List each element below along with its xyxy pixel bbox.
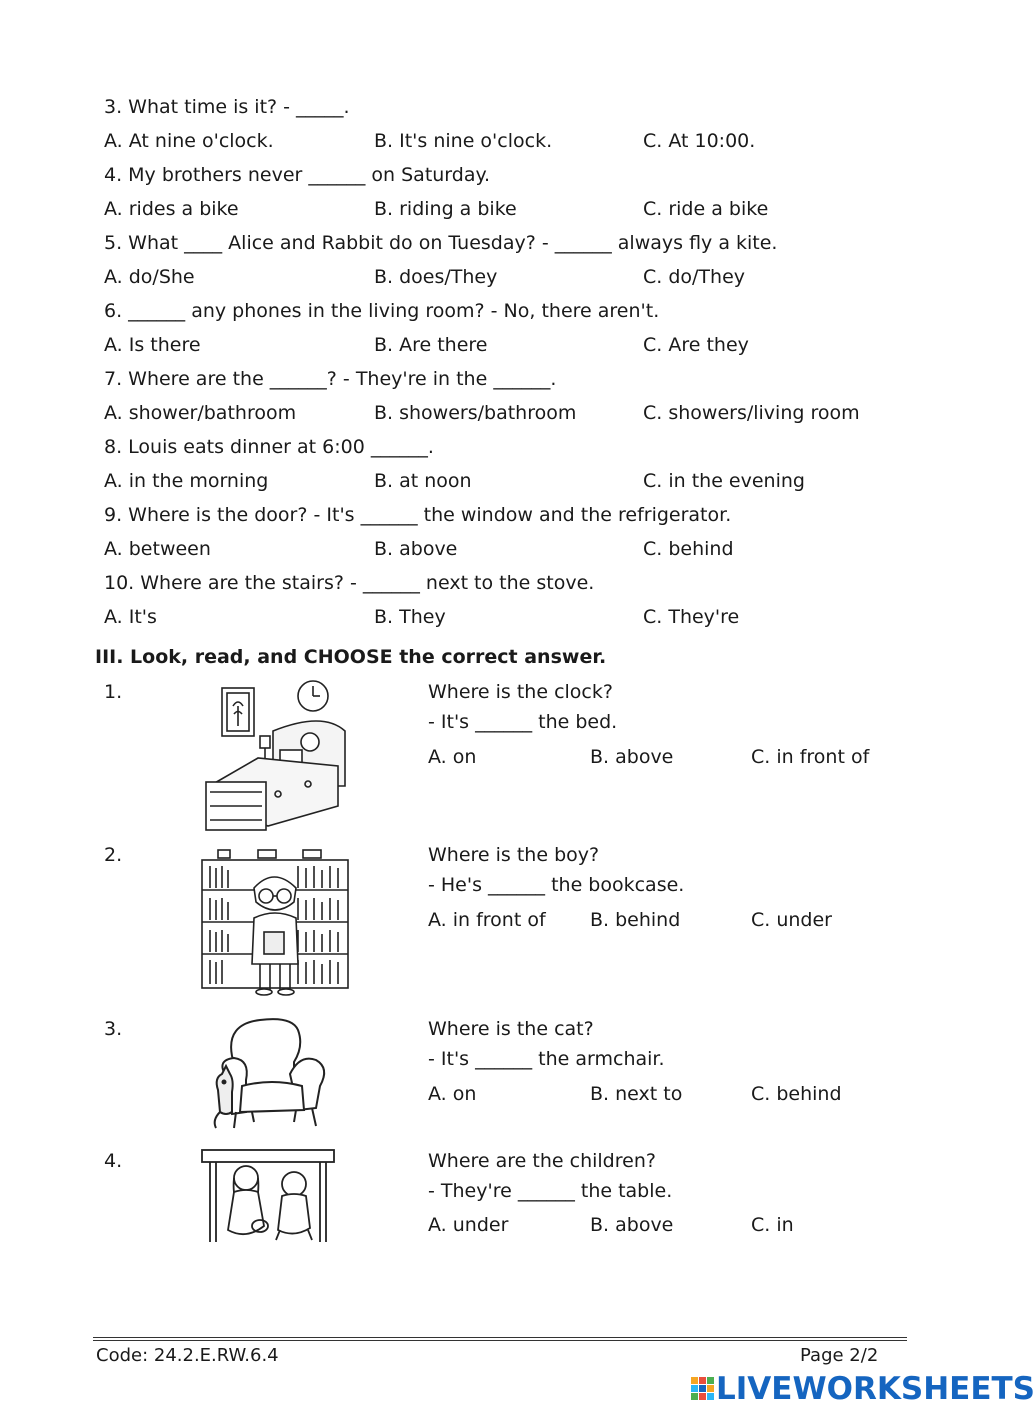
question-5: 5. What ____ Alice and Rabbit do on Tuesday? - ______ always fly a kite. [104, 232, 778, 254]
q4-option-a[interactable]: A. rides a bike [104, 198, 239, 220]
question-3: 3. What time is it? - _____. [104, 96, 350, 118]
picture-item-1-question: Where is the clock? [428, 681, 613, 703]
picture-item-4-option-c[interactable]: C. in [751, 1214, 794, 1236]
page-number: Page 2/2 [800, 1345, 879, 1366]
q9-option-c[interactable]: C. behind [643, 538, 734, 560]
picture-item-3-option-a[interactable]: A. on [428, 1083, 477, 1105]
q4-option-c[interactable]: C. ride a bike [643, 198, 769, 220]
picture-item-2-option-c[interactable]: C. under [751, 909, 832, 931]
picture-item-2-prompt: - He's ______ the bookcase. [428, 874, 685, 896]
question-8: 8. Louis eats dinner at 6:00 ______. [104, 436, 434, 458]
question-10: 10. Where are the stairs? - ______ next to the stove. [104, 572, 595, 594]
q5-option-a[interactable]: A. do/She [104, 266, 195, 288]
q8-option-a[interactable]: A. in the morning [104, 470, 269, 492]
picture-item-3-option-b[interactable]: B. next to [590, 1083, 683, 1105]
q7-option-b[interactable]: B. showers/bathroom [374, 402, 577, 424]
picture-item-1-option-a[interactable]: A. on [428, 746, 477, 768]
q8-option-c[interactable]: C. in the evening [643, 470, 805, 492]
q5-option-b[interactable]: B. does/They [374, 266, 498, 288]
armchair-picture [212, 1016, 332, 1134]
q8-option-b[interactable]: B. at noon [374, 470, 472, 492]
worksheet-code: Code: 24.2.E.RW.6.4 [96, 1345, 279, 1366]
bookcase-picture [198, 846, 350, 998]
picture-item-3-prompt: - It's ______ the armchair. [428, 1048, 665, 1070]
q10-option-b[interactable]: B. They [374, 606, 446, 628]
question-7: 7. Where are the ______? - They're in the ______. [104, 368, 557, 390]
picture-item-1-number: 1. [104, 681, 123, 703]
footer-divider-2 [93, 1340, 907, 1341]
footer-divider [93, 1337, 907, 1338]
picture-item-4-option-b[interactable]: B. above [590, 1214, 674, 1236]
picture-item-1-option-b[interactable]: B. above [590, 746, 674, 768]
question-9: 9. Where is the door? - It's ______ the window and the refrigerator. [104, 504, 732, 526]
q4-option-b[interactable]: B. riding a bike [374, 198, 517, 220]
q10-option-c[interactable]: C. They're [643, 606, 740, 628]
q10-option-a[interactable]: A. It's [104, 606, 157, 628]
picture-item-1-prompt: - It's ______ the bed. [428, 711, 618, 733]
section-3-title: III. Look, read, and CHOOSE the correct answer. [95, 646, 607, 668]
q3-option-a[interactable]: A. At nine o'clock. [104, 130, 274, 152]
q6-option-b[interactable]: B. Are there [374, 334, 488, 356]
q3-option-c[interactable]: C. At 10:00. [643, 130, 756, 152]
picture-item-4-prompt: - They're ______ the table. [428, 1180, 673, 1202]
picture-item-2-number: 2. [104, 844, 123, 866]
q6-option-a[interactable]: A. Is there [104, 334, 201, 356]
picture-item-4-option-a[interactable]: A. under [428, 1214, 509, 1236]
question-6: 6. ______ any phones in the living room? - No, there aren't. [104, 300, 660, 322]
q7-option-a[interactable]: A. shower/bathroom [104, 402, 297, 424]
picture-item-2-option-a[interactable]: A. in front of [428, 909, 546, 931]
bedroom-picture [198, 676, 348, 831]
q5-option-c[interactable]: C. do/They [643, 266, 746, 288]
picture-item-1-option-c[interactable]: C. in front of [751, 746, 870, 768]
q9-option-a[interactable]: A. between [104, 538, 211, 560]
liveworksheets-logo-icon [690, 1376, 716, 1402]
question-4: 4. My brothers never ______ on Saturday. [104, 164, 491, 186]
table-picture [200, 1148, 336, 1244]
q3-option-b[interactable]: B. It's nine o'clock. [374, 130, 553, 152]
picture-item-2-option-b[interactable]: B. behind [590, 909, 681, 931]
logo-text: LIVEWORKSHEETS [716, 1371, 1035, 1407]
picture-item-3-question: Where is the cat? [428, 1018, 594, 1040]
q6-option-c[interactable]: C. Are they [643, 334, 749, 356]
picture-item-3-number: 3. [104, 1018, 123, 1040]
q7-option-c[interactable]: C. showers/living room [643, 402, 860, 424]
picture-item-4-question: Where are the children? [428, 1150, 656, 1172]
liveworksheets-logo[interactable] [690, 1372, 1035, 1406]
picture-item-4-number: 4. [104, 1150, 123, 1172]
picture-item-3-option-c[interactable]: C. behind [751, 1083, 842, 1105]
picture-item-2-question: Where is the boy? [428, 844, 600, 866]
q9-option-b[interactable]: B. above [374, 538, 458, 560]
